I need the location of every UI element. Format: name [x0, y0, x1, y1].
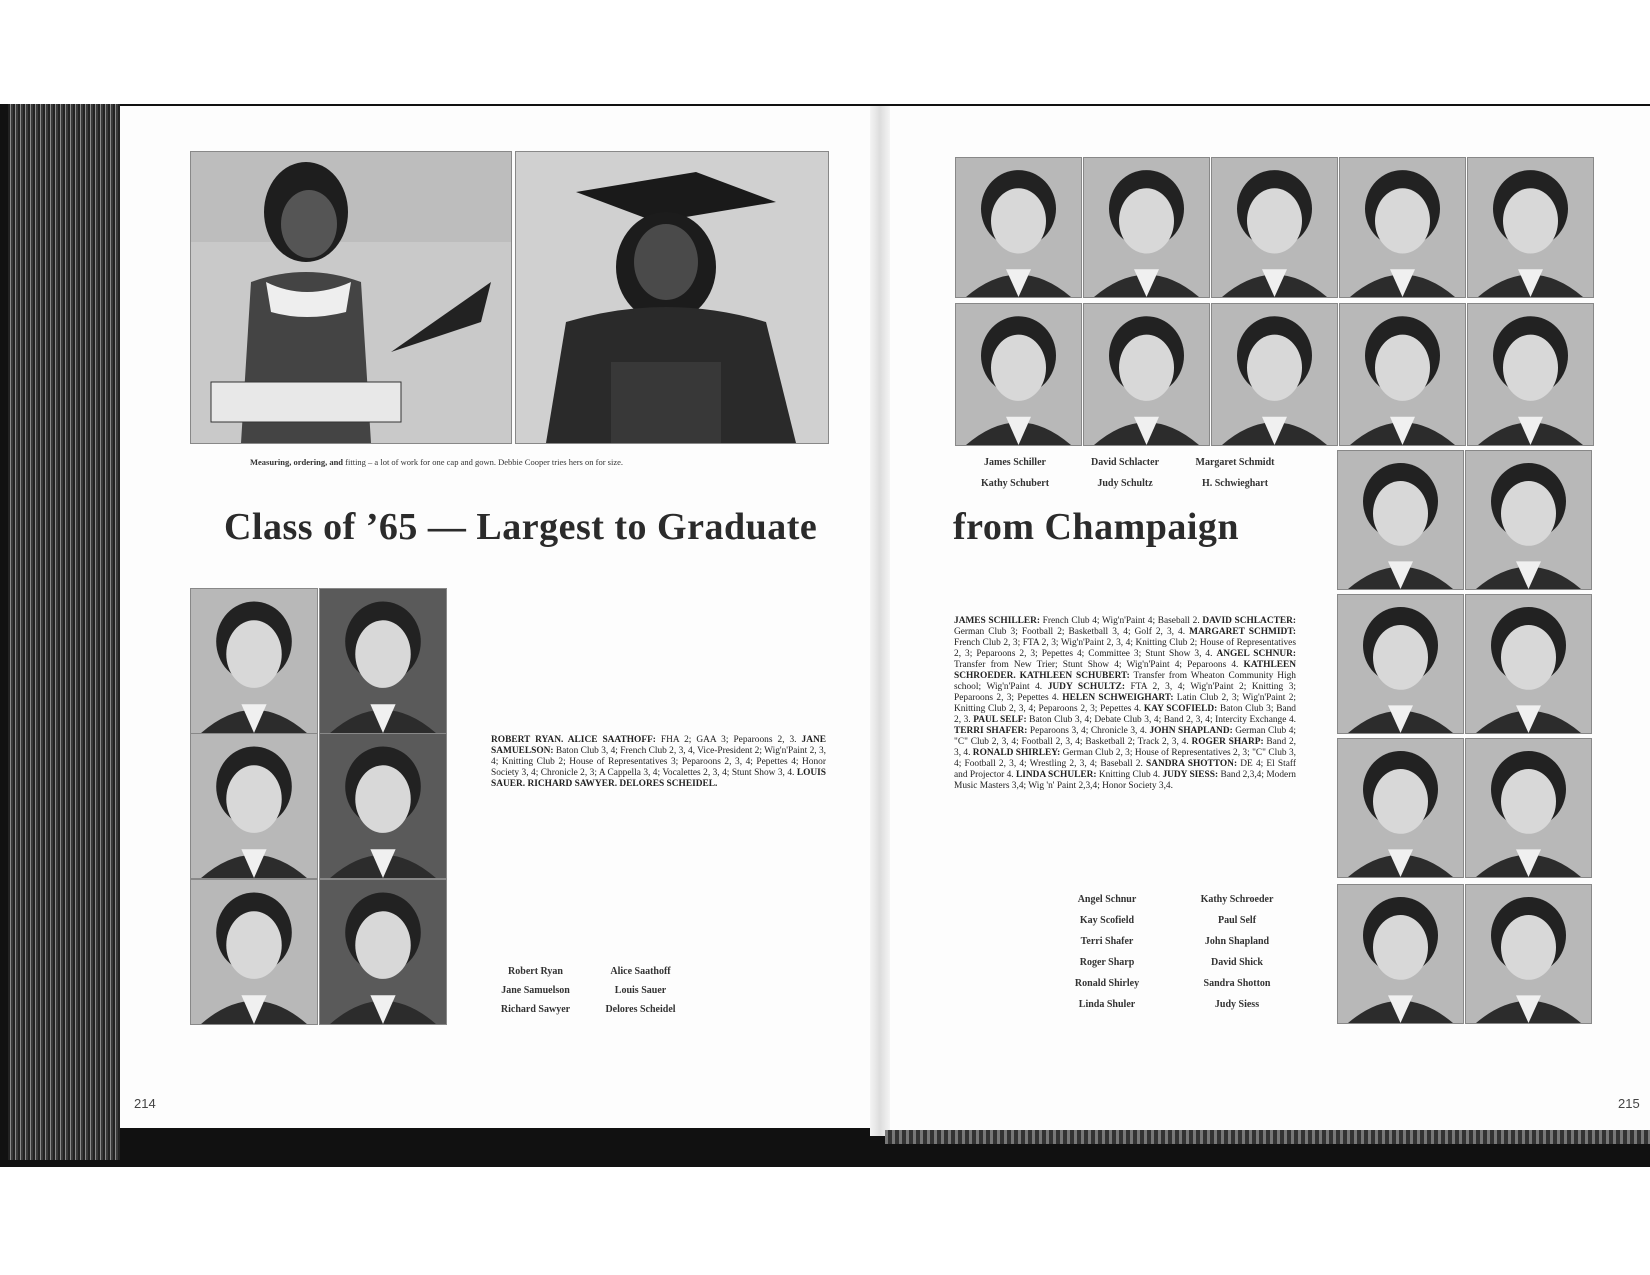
student-name: Linda Shuler — [1078, 999, 1136, 1010]
portrait-photo — [1465, 450, 1592, 590]
cap-gown-photo-left — [190, 151, 512, 444]
student-name: Robert Ryan — [508, 966, 563, 977]
left-name-list — [488, 966, 688, 1015]
right-bottom-name-list — [1052, 894, 1292, 1010]
bio-segment: Latin Club 2, 3; Wig'n'Paint 2; Knitting Club 2, 3, 4; Peparoons 2, 3; Pepettes 4. — [954, 693, 1296, 714]
bio-segment: MARGARET SCHMIDT: — [1189, 627, 1296, 637]
student-name: Angel Schnur — [1077, 894, 1137, 905]
bio-segment: FTA 2, 3, 4; Wig'n'Paint 2; Knitting 3; Peparoons 2, 3; Pepettes 4. — [954, 682, 1297, 703]
bio-segment: JAMES SCHILLER: — [954, 616, 1041, 626]
page-number-left: 214 — [134, 1096, 156, 1111]
bio-segment: ROGER SHARP: — [1191, 737, 1264, 747]
book-spine-edge — [8, 104, 120, 1160]
left-bio-text — [491, 735, 826, 790]
bio-segment: Transfer from Wheaton Community High school; Wig'n'Paint 4. — [954, 671, 1296, 692]
bio-segment: FHA 2; GAA 3; Peparoons 2, 3. — [655, 735, 802, 745]
caption-bold: Measuring, ordering, and — [250, 457, 344, 467]
bio-segment: LOUIS SAUER. RICHARD SAWYER. DELORES SCHEIDEL. — [491, 768, 826, 789]
page-bottom-edge — [885, 1130, 1650, 1144]
portrait-photo — [1083, 157, 1210, 298]
portrait-photo — [1465, 884, 1592, 1024]
portrait-photo — [1337, 884, 1464, 1024]
student-name: Judy Schultz — [1097, 478, 1153, 489]
bio-segment: PAUL SELF: — [973, 715, 1027, 725]
portrait-photo — [319, 879, 447, 1025]
portrait-photo — [1467, 303, 1594, 446]
bio-segment: Knitting Club 4. — [1096, 770, 1163, 780]
bio-segment: ANGEL SCHNUR: — [1216, 649, 1297, 659]
student-name: James Schiller — [984, 457, 1046, 468]
bio-segment: French Club 4; Wig'n'Paint 4; Baseball 2. — [1040, 616, 1203, 626]
spread-title-right: from Champaign — [953, 506, 1240, 548]
right-top-name-list — [960, 457, 1290, 489]
bio-segment: Baton Club 3, 4; Debate Club 3, 4; Band 2, 3, 4; Intercity Exchange 4. — [1026, 715, 1296, 725]
portrait-photo — [1467, 157, 1594, 298]
portrait-photo — [1337, 738, 1464, 878]
portrait-photo — [190, 733, 318, 879]
student-name: John Shapland — [1204, 936, 1270, 947]
bio-segment: Band 2,3,4; Modern Music Masters 3,4; Wig 'n' Paint 2,3,4; Honor Society 3,4. — [954, 770, 1296, 791]
portrait-photo — [1465, 738, 1592, 878]
student-name: Kathy Schroeder — [1200, 894, 1274, 905]
bio-segment: Baton Club 3, 4; French Club 2, 3, 4, Vice-President 2; Wig'n'Paint 2, 3, 4; Knitting Club 2; House of Representatives 3; Peparoons 2, 3, 4; Pepettes 4; Honor Society 3, 4; Chronicle 2, 3; A Cappella 3, 4; Vocalettes 2, 3, 4; Stunt Show 3, 4. — [491, 746, 826, 778]
bio-segment: KATHLEEN SCHROEDER. KATHLEEN SCHUBERT: — [954, 660, 1296, 681]
portrait-photo — [319, 588, 447, 734]
student-name: David Schlacter — [1090, 457, 1160, 468]
student-name: Sandra Shotton — [1203, 978, 1271, 989]
bio-segment: JUDY SCHULTZ: — [1047, 682, 1125, 692]
bio-segment: Transfer from New Trier; Stunt Show 4; Wig'n'Paint 4; Peparoons 4. — [954, 660, 1244, 670]
bio-segment: RONALD SHIRLEY: — [972, 748, 1061, 758]
student-name: David Shick — [1211, 957, 1263, 968]
portrait-photo — [1339, 157, 1466, 298]
bio-segment: HELEN SCHWEIGHART: — [1062, 693, 1174, 703]
portrait-photo — [1211, 157, 1338, 298]
bio-segment: KAY SCOFIELD: — [1143, 704, 1218, 714]
bio-segment: LINDA SCHULER: — [1016, 770, 1097, 780]
student-name: Richard Sawyer — [500, 1004, 571, 1015]
bio-segment: JANE SAMUELSON: — [491, 735, 826, 756]
bio-segment: German Club 2, 3; House of Representatives 2, 3; "C" Club 3, 4; Football 2, 3, 4; Wrestling 2, 3, 4; Baseball 2. — [954, 748, 1296, 769]
top-photo-caption — [250, 457, 623, 467]
caption-text: fitting – a lot of work for one cap and gown. Debbie Cooper tries hers on for size. — [343, 457, 623, 467]
student-name: Ronald Shirley — [1074, 978, 1140, 989]
bio-segment: German Club 3; Football 2; Basketball 3, 4; Golf 2, 3, 4. — [954, 627, 1190, 637]
bio-segment: JUDY SIESS: — [1162, 770, 1219, 780]
student-name: Judy Siess — [1214, 999, 1260, 1010]
portrait-photo — [1339, 303, 1466, 446]
student-name: Paul Self — [1217, 915, 1257, 926]
student-name: H. Schwieghart — [1201, 478, 1269, 489]
student-name: Roger Sharp — [1079, 957, 1135, 968]
portrait-photo — [1337, 450, 1464, 590]
page-number-right: 215 — [1618, 1096, 1640, 1111]
student-name: Alice Saathoff — [610, 966, 671, 977]
student-name: Margaret Schmidt — [1195, 457, 1275, 468]
portrait-photo — [1337, 594, 1464, 734]
bio-segment: German Club 4; "C" Club 2, 3, 4; Football 2, 3, 4; Basketball 2; Track 2, 3, 4. — [954, 726, 1297, 747]
portrait-photo — [955, 157, 1082, 298]
student-name: Louis Sauer — [614, 985, 667, 996]
portrait-photo — [190, 588, 318, 734]
portrait-photo — [955, 303, 1082, 446]
bio-segment: ROBERT RYAN. ALICE SAATHOFF: — [491, 735, 656, 745]
portrait-photo — [1083, 303, 1210, 446]
student-name: Kay Scofield — [1079, 915, 1135, 926]
bio-segment: Band 2, 3, 4. — [954, 737, 1296, 758]
bio-segment: SANDRA SHOTTON: — [1146, 759, 1238, 769]
bio-segment: French Club 2, 3; FTA 2, 3; Wig'n'Paint 2, 3, 4; Knitting Club 2; House of Representatives 2, 3; Peparoons 2, 3; Pepettes 4; Committee 3; Stunt Show 3, 4. — [954, 638, 1296, 659]
bio-segment: TERRI SHAFER: — [954, 726, 1028, 736]
spread-title-left: Class of ’65 — Largest to Graduate — [224, 506, 818, 548]
student-name: Kathy Schubert — [980, 478, 1050, 489]
portrait-photo — [1211, 303, 1338, 446]
portrait-photo — [190, 879, 318, 1025]
student-name: Delores Scheidel — [605, 1004, 676, 1015]
cap-gown-photo-right — [515, 151, 829, 444]
bio-segment: DE 4; El Staff and Projector 4. — [954, 759, 1296, 780]
book-gutter — [870, 106, 890, 1136]
student-name: Terri Shafer — [1080, 936, 1134, 947]
portrait-photo — [319, 733, 447, 879]
right-bio-text — [954, 616, 1296, 792]
bio-segment: Peparoons 3, 4; Chronicle 3, 4. — [1027, 726, 1150, 736]
bio-segment: Baton Club 3; Band 2, 3. — [954, 704, 1296, 725]
bio-segment: JOHN SHAPLAND: — [1149, 726, 1233, 736]
portrait-photo — [1465, 594, 1592, 734]
bio-segment: DAVID SCHLACTER: — [1202, 616, 1296, 626]
student-name: Jane Samuelson — [501, 985, 570, 996]
